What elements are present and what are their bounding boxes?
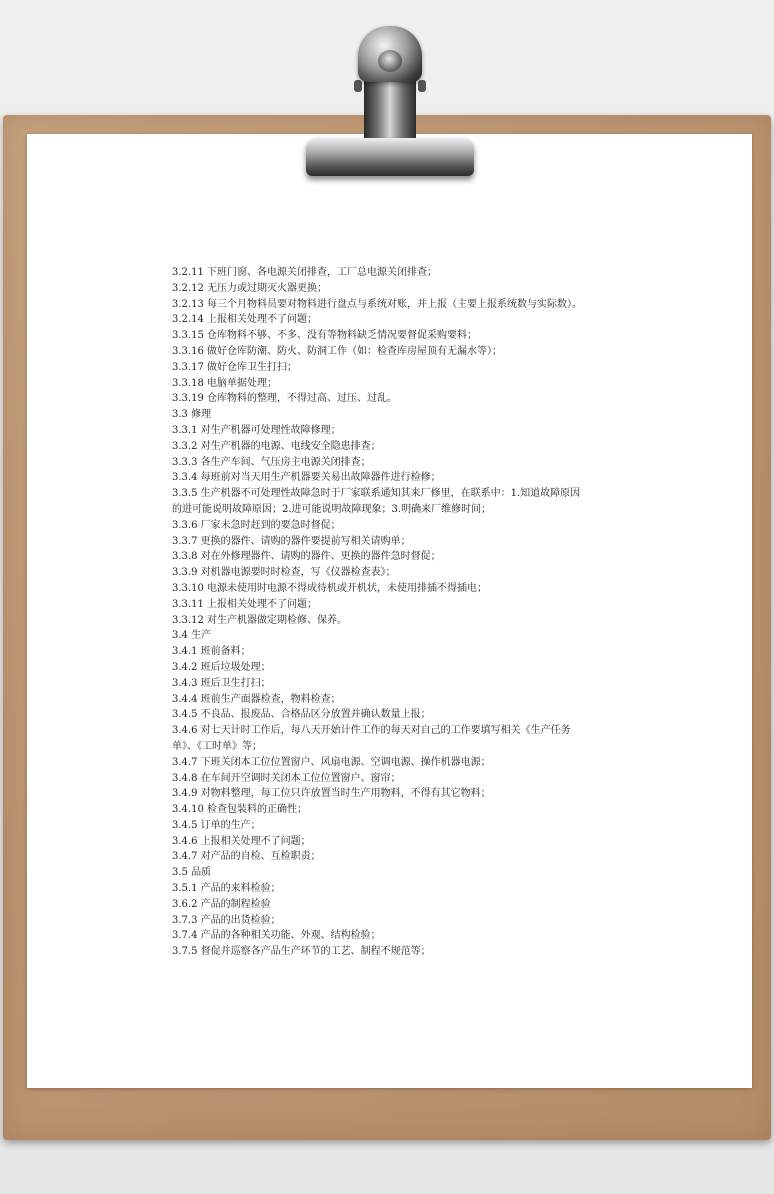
doc-line: 3.4.5 订单的生产；	[172, 819, 261, 831]
doc-line: 3.3.5 生产机器不可处理性故障急时于厂家联系通知其来厂修里，在联系中：1.知道故障原因	[172, 488, 581, 500]
doc-line: 3.7.3 产品的出货检验；	[172, 914, 281, 926]
doc-line: 3.4.4 班前生产面器检查，物料检查；	[172, 693, 341, 705]
doc-line: 3.3.7 更换的器件、请购的器件要提前写相关请购单；	[172, 535, 411, 547]
doc-line: 3.3.15 仓库物料不够、不多、没有等物料缺乏情况要督促采购要料；	[172, 330, 477, 342]
clip-base	[306, 138, 474, 176]
binder-clip	[306, 26, 474, 176]
section-heading: 3.4 生产	[172, 630, 212, 642]
doc-line: 3.7.4 产品的各种相关功能、外观、结构检验；	[172, 930, 381, 942]
doc-line: 3.4.3 班后卫生打扫；	[172, 677, 271, 689]
doc-line: 3.3.19 仓库物料的整理，不得过高、过压、过乱。	[172, 393, 397, 405]
doc-line: 3.4.6 上报相关处理不了问题；	[172, 835, 311, 847]
doc-line: 3.3.3 各生产车间、气压房主电源关闭排查；	[172, 456, 371, 468]
section-heading: 3.5 品质	[172, 867, 212, 879]
doc-line: 3.2.11 下班门窗、各电源关闭排查，工厂总电源关闭排查；	[172, 267, 437, 278]
doc-line: 3.6.2 产品的制程检验	[172, 898, 271, 910]
doc-line: 3.3.8 对在外修理器件、请购的器件、更换的器件急时督促；	[172, 551, 441, 563]
doc-line: 3.3.12 对生产机器做定期检修、保养。	[172, 614, 347, 626]
clip-neck	[364, 76, 416, 142]
doc-line: 3.3.6 厂家未急时赶到的要急时督促；	[172, 519, 341, 531]
doc-line: 3.2.12 无压力或过期灭火器更换；	[172, 282, 327, 294]
doc-line: 3.4.10 检查包装料的正确性；	[172, 804, 307, 816]
clip-hole	[378, 50, 402, 72]
doc-line: 3.3.9 对机器电源要时时检查，写《仪器检查表》；	[172, 567, 396, 579]
doc-line: 3.3.4 每班前对当天用生产机器要关易出故障器件进行检修；	[172, 472, 441, 484]
doc-line: 3.4.2 班后垃圾处理；	[172, 661, 271, 673]
document-body	[172, 265, 712, 960]
doc-line: 3.4.9 对物料整理，每工位只许放置当时生产用物料，不得有其它物料；	[172, 788, 491, 800]
doc-line: 3.3.11 上报相关处理不了问题；	[172, 598, 317, 610]
doc-line: 3.2.14 上报相关处理不了问题；	[172, 314, 317, 326]
doc-line: 3.3.16 做好仓库防潮、防火、防洞工作（如：检查库房屋顶有无漏水等）；	[172, 345, 502, 357]
clip-pin-left	[354, 80, 362, 92]
doc-line: 3.3.1 对生产机器可处理性故障修理；	[172, 424, 341, 436]
doc-line: 3.4.6 对七天计时工作后，每八天开始计件工作的每天对自己的工作要填写相关《生产任务	[172, 725, 571, 737]
doc-line: 3.3.2 对生产机器的电源、电线安全隐患排查；	[172, 440, 381, 452]
doc-line: 单》、《工时单》等；	[172, 740, 262, 752]
doc-line: 3.7.5 督促并巡察各产品生产环节的工艺、制程不规范等；	[172, 946, 431, 958]
clip-pin-right	[418, 80, 426, 92]
doc-line: 的进可能说明故障原因；2.进可能说明故障现象；3.明确来厂维修时间；	[172, 503, 492, 515]
doc-line: 3.3.10 电源未使用时电源不得成待机或开机状，未使用排插不得插电；	[172, 582, 487, 594]
doc-line: 3.5.1 产品的来料检验；	[172, 883, 281, 895]
doc-line: 3.4.7 下班关闭本工位位置窗户、风扇电源、空调电源、操作机器电源；	[172, 756, 491, 768]
doc-line: 3.4.5 不良品、报废品、合格品区分放置并确认数量上报；	[172, 709, 431, 721]
doc-line: 3.3.17 做好仓库卫生打扫；	[172, 361, 297, 373]
section-heading: 3.3 修理	[172, 409, 212, 421]
doc-line: 3.2.13 每三个月物料员要对物料进行盘点与系统对账，并上报（主要上报系统数与实际数）。	[172, 298, 582, 310]
doc-line: 3.4.7 对产品的自检、互检职责；	[172, 851, 321, 863]
doc-line: 3.3.18 电脑单据处理；	[172, 377, 277, 389]
doc-line: 3.4.1 班前备料；	[172, 646, 251, 658]
doc-line: 3.4.8 在车间开空调时关闭本工位位置窗户、窗帘；	[172, 772, 401, 784]
